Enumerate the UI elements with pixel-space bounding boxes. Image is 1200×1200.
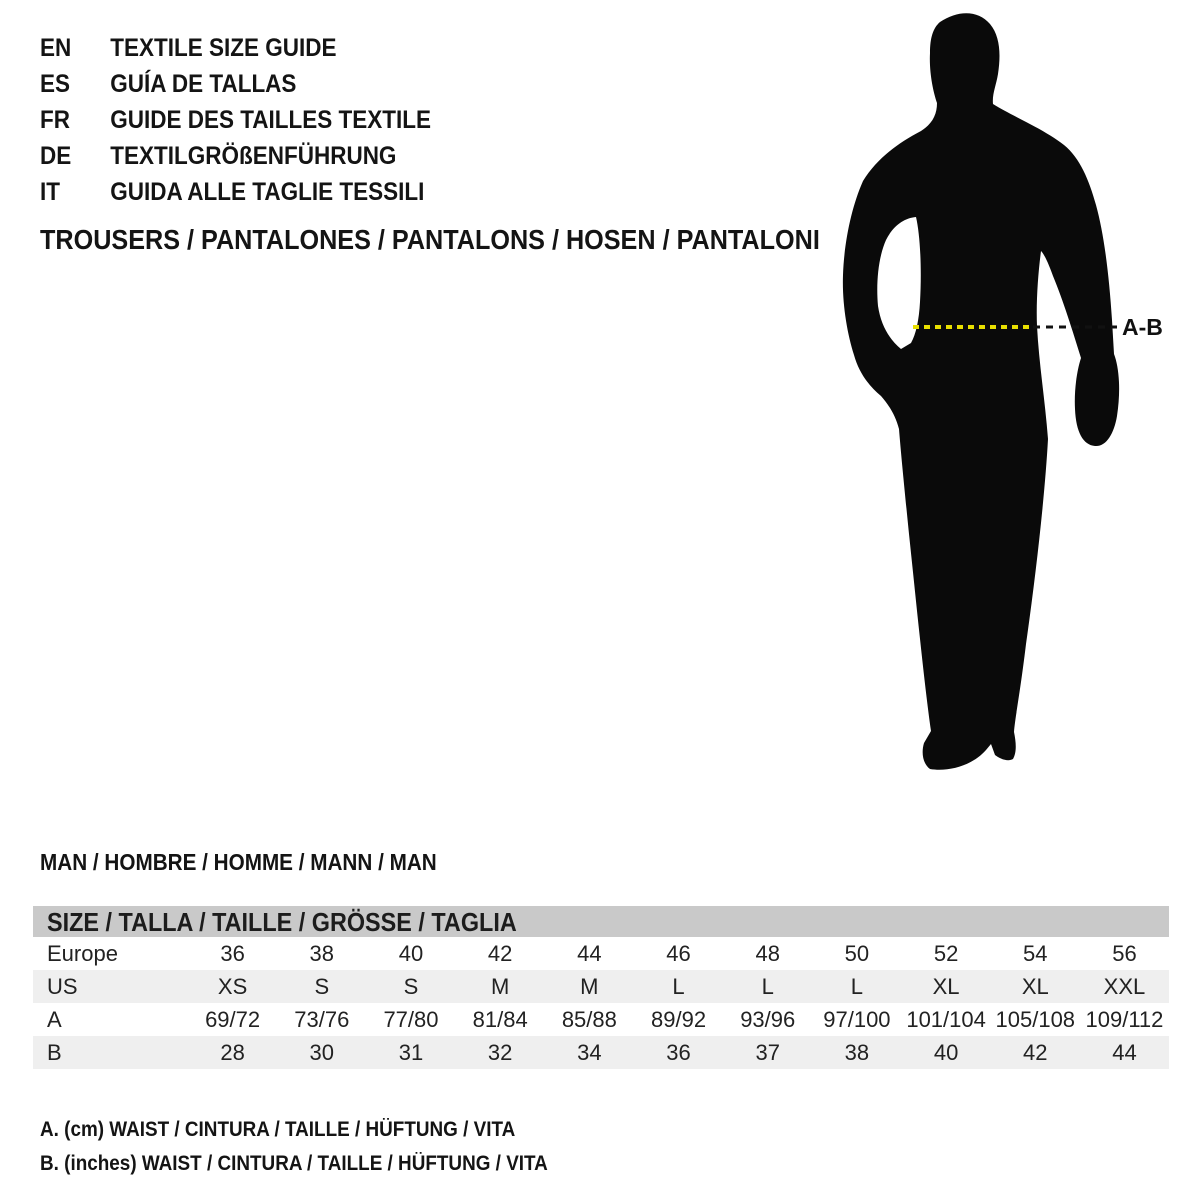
size-cell: L: [850, 973, 864, 999]
language-code: FR: [40, 105, 70, 134]
size-cell: 36: [666, 1039, 691, 1065]
size-cell: 101/104: [906, 1006, 986, 1032]
size-cell: L: [761, 973, 774, 999]
size-cell: 89/92: [651, 1006, 707, 1032]
language-title: TEXTILE SIZE GUIDE: [110, 33, 337, 62]
size-cell: L: [672, 973, 685, 999]
language-row: [40, 102, 431, 138]
section-title: MAN / HOMBRE / HOMME / MANN / MAN: [40, 849, 437, 875]
size-cell: 42: [1023, 1039, 1048, 1065]
language-title: TEXTILGRÖßENFÜHRUNG: [110, 141, 397, 170]
man-silhouette-figure: [820, 2, 1180, 792]
language-code: ES: [40, 69, 71, 98]
size-cell: 40: [933, 1039, 959, 1065]
language-row: [40, 138, 431, 174]
table-row-europe: [33, 937, 1169, 970]
size-cell: XS: [217, 973, 248, 999]
size-cell: 31: [398, 1039, 424, 1065]
size-cell: 44: [1112, 1039, 1137, 1065]
size-cell: 36: [220, 940, 245, 966]
size-table-header-label: SIZE / TALLA / TAILLE / GRÖSSE / TAGLIA: [47, 906, 517, 937]
size-cell: 44: [577, 940, 602, 966]
size-cell: 42: [487, 940, 513, 966]
size-cell: 69/72: [205, 1006, 261, 1032]
size-table: [33, 906, 1169, 1069]
note-b-inches: B. (inches) WAIST / CINTURA / TAILLE / HÜFTUNG / VITA: [40, 1152, 548, 1175]
size-cell: 32: [487, 1039, 513, 1065]
size-cell: 28: [220, 1039, 245, 1065]
language-title: GUIDE DES TAILLES TEXTILE: [110, 105, 432, 134]
row-label: US: [47, 973, 78, 999]
language-title: GUÍA DE TALLAS: [110, 69, 297, 98]
language-code: IT: [40, 177, 60, 206]
language-title-list: [40, 30, 475, 210]
size-cell: 30: [309, 1039, 335, 1065]
language-code: DE: [40, 141, 72, 170]
size-cell: 50: [844, 940, 870, 966]
language-row: [40, 174, 431, 210]
language-code: EN: [40, 33, 72, 62]
table-row-us: [33, 970, 1169, 1003]
size-cell: S: [403, 973, 419, 999]
size-cell: M: [580, 973, 599, 999]
size-cell: XXL: [1103, 973, 1146, 999]
size-cell: 93/96: [740, 1006, 796, 1032]
note-a-cm: A. (cm) WAIST / CINTURA / TAILLE / HÜFTUNG / VITA: [40, 1118, 516, 1141]
language-title: GUIDA ALLE TAGLIE TESSILI: [110, 177, 425, 206]
size-cell: 109/112: [1085, 1006, 1164, 1032]
size-cell: XL: [932, 973, 960, 999]
size-cell: 34: [577, 1039, 602, 1065]
size-cell: 40: [398, 940, 424, 966]
size-cell: 52: [933, 940, 959, 966]
size-cell: 85/88: [561, 1006, 617, 1032]
size-cell: 38: [844, 1039, 870, 1065]
row-label: B: [47, 1039, 62, 1065]
language-row: [40, 30, 431, 66]
size-cell: 105/108: [995, 1006, 1076, 1032]
size-cell: 46: [666, 940, 691, 966]
table-row-b-inches: [33, 1036, 1169, 1069]
category-title: TROUSERS / PANTALONES / PANTALONS / HOSEN / PANTALONI: [40, 224, 820, 255]
table-row-a-cm: [33, 1003, 1169, 1036]
size-cell: 81/84: [472, 1006, 528, 1032]
man-silhouette: [843, 13, 1119, 770]
size-cell: M: [490, 973, 510, 999]
waist-measure-label: A-B: [1122, 314, 1163, 340]
size-cell: 73/76: [294, 1006, 350, 1032]
size-cell: 54: [1023, 940, 1048, 966]
size-cell: 38: [309, 940, 335, 966]
size-cell: 97/100: [823, 1006, 891, 1032]
size-cell: 56: [1112, 940, 1137, 966]
size-cell: XL: [1021, 973, 1049, 999]
language-row: [40, 66, 431, 102]
size-cell: 77/80: [383, 1006, 439, 1032]
size-cell: 48: [755, 940, 780, 966]
row-label: Europe: [47, 940, 118, 966]
size-cell: 37: [755, 1039, 780, 1065]
size-cell: S: [314, 973, 330, 999]
measurement-notes: [40, 1113, 604, 1181]
size-table-header: [33, 906, 1169, 937]
row-label: A: [47, 1006, 62, 1032]
